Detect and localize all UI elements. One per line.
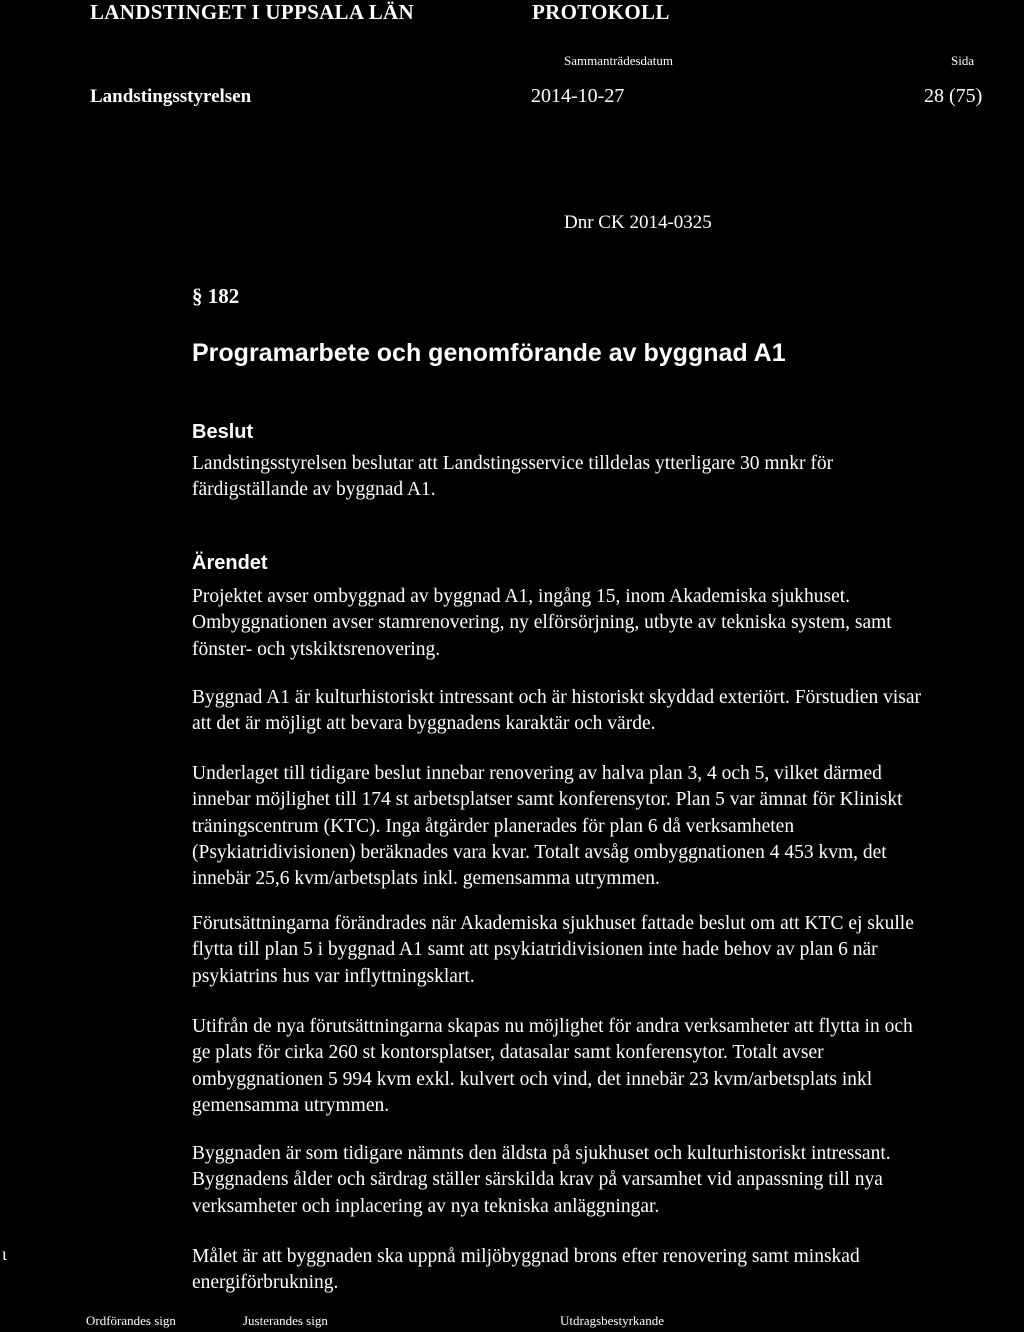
text-line: träningscentrum (KTC). Inga åtgärder planerades för plan 6 då verksamheten <box>192 815 795 837</box>
matter-paragraph <box>192 911 1024 990</box>
board-name: Landstingsstyrelsen <box>90 86 252 107</box>
text-line: Underlaget till tidigare beslut innebar renovering av halva plan 3, 4 och 5, vilket därmed <box>192 763 882 784</box>
text-line: fönster- och ytskiktsrenovering. <box>192 638 441 660</box>
chair-signature-label: Ordförandes sign <box>86 1313 176 1328</box>
decision-text <box>192 451 1024 504</box>
page-number: 28 (75) <box>924 85 983 107</box>
matter-heading: Ärendet <box>192 552 268 574</box>
matter-paragraph <box>192 761 1024 892</box>
decision-heading: Beslut <box>192 421 254 443</box>
document-type: PROTOKOLL <box>532 0 670 24</box>
text-line: Ombyggnationen avser stamrenovering, ny elförsörjning, utbyte av tekniska system, samt <box>192 612 892 634</box>
diary-number: Dnr CK 2014-0325 <box>564 212 712 233</box>
text-line: gemensamma utrymmen. <box>192 1094 390 1116</box>
text-line: ge plats för cirka 260 st kontorsplatser, datasalar samt konferensytor. Totalt avser <box>192 1042 824 1064</box>
adjuster-signature-label: Justerandes sign <box>243 1313 328 1328</box>
matter-paragraph <box>192 584 1024 663</box>
matter-paragraph <box>192 685 1024 738</box>
text-line: (Psykiatridivisionen) beräknades vara kvar. Totalt avsåg ombyggnationen 4 453 kvm, det <box>192 841 887 863</box>
matter-paragraph <box>192 1014 1024 1119</box>
text-line: psykiatrins hus var inflyttningsklart. <box>192 965 475 987</box>
text-line: Byggnad A1 är kulturhistoriskt intressant och är historiskt skyddad exteriört. Förstudien visar <box>192 687 921 708</box>
text-line: färdigställande av byggnad A1. <box>192 479 436 501</box>
matter-paragraph <box>192 1244 1024 1297</box>
text-line: ombyggnationen 5 994 kvm exkl. kulvert och vind, det innebär 23 kvm/arbetsplats inkl <box>192 1068 873 1090</box>
section-number: § 182 <box>192 284 240 308</box>
page-label: Sida <box>951 53 975 68</box>
org-name: LANDSTINGET I UPPSALA LÄN <box>90 0 414 24</box>
text-line: energiförbrukning. <box>192 1272 339 1294</box>
text-line: Projektet avser ombyggnad av byggnad A1, ingång 15, inom Akademiska sjukhuset. <box>192 586 851 607</box>
text-line: innebär 25,6 kvm/arbetsplats inkl. gemensamma utrymmen. <box>192 868 660 890</box>
text-line: Förutsättningarna förändrades när Akademiska sjukhuset fattade beslut om att KTC ej skulle <box>192 913 914 934</box>
text-line: Målet är att byggnaden ska uppnå miljöbyggnad brons efter renovering samt minskad <box>192 1246 860 1267</box>
text-line: Landstingsstyrelsen beslutar att Landstingsservice tilldelas ytterligare 30 mnkr för <box>192 453 834 474</box>
text-line: verksamheter och inplacering av nya tekniska anläggningar. <box>192 1195 660 1217</box>
meeting-date: 2014-10-27 <box>531 85 625 107</box>
text-line: Utifrån de nya förutsättningarna skapas nu möjlighet för andra verksamheter att flytta in och <box>192 1016 913 1037</box>
text-line: Byggnadens ålder och särdrag ställer särskilda krav på varsamhet vid anpassning till nya <box>192 1169 883 1191</box>
date-label: Sammanträdesdatum <box>564 53 674 68</box>
text-line: Byggnaden är som tidigare nämnts den äldsta på sjukhuset och kulturhistoriskt intressant. <box>192 1143 891 1164</box>
matter-paragraph <box>192 1141 1024 1220</box>
page-title: Programarbete och genomförande av byggnad A1 <box>192 339 786 367</box>
extract-certification-label: Utdragsbestyrkande <box>560 1313 664 1328</box>
margin-mark: ι <box>2 1244 7 1264</box>
text-line: flytta till plan 5 i byggnad A1 samt att psykiatridivisionen inte hade behov av plan 6 när <box>192 939 878 961</box>
text-line: att det är möjligt att bevara byggnadens karaktär och värde. <box>192 713 656 735</box>
text-line: innebar möjlighet till 174 st arbetsplatser samt konferensytor. Plan 5 var ämnat för Kliniskt <box>192 789 903 811</box>
